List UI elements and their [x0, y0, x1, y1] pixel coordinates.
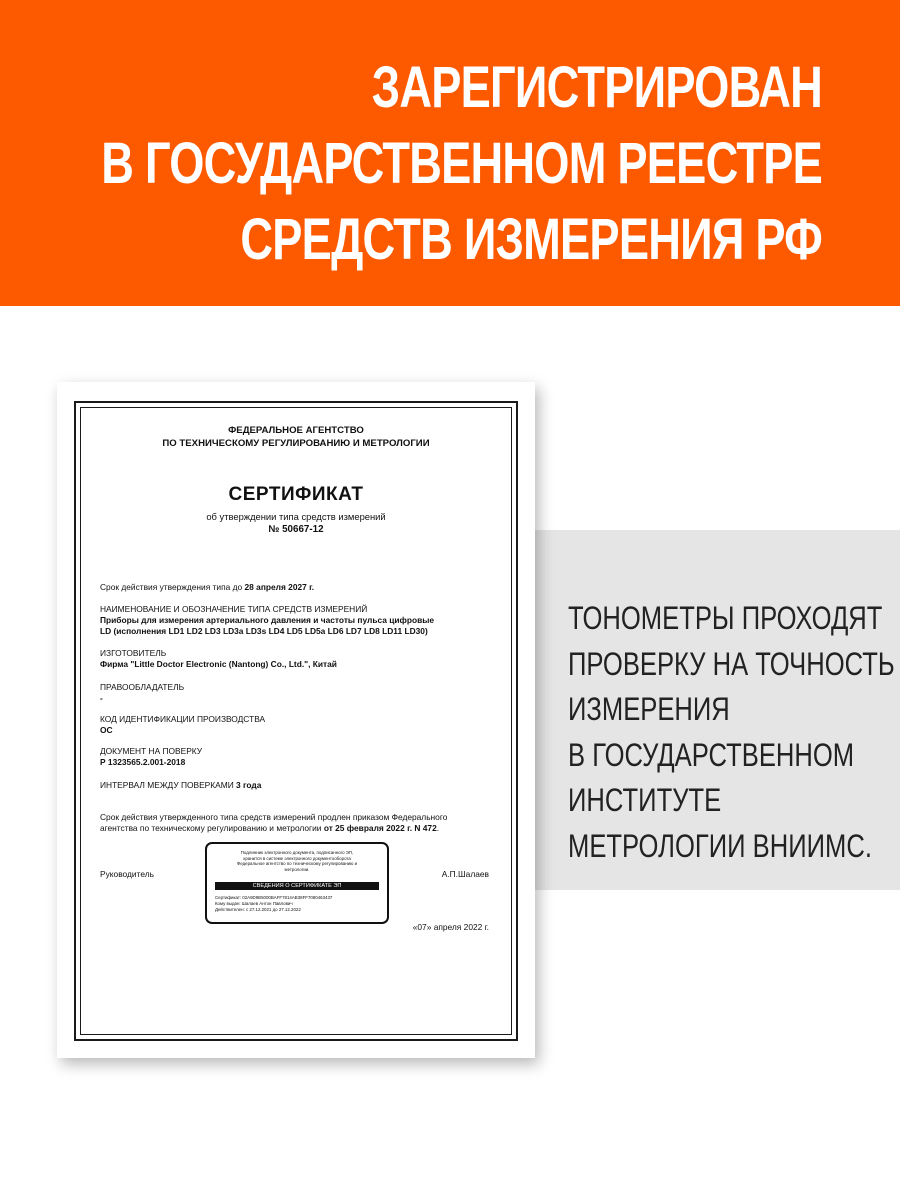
- interval-line: [100, 780, 261, 791]
- banner-line: СРЕДСТВ ИЗМЕРЕНИЯ РФ: [240, 207, 822, 272]
- signer-name: А.П.Шалаев: [441, 869, 489, 879]
- panel-line: ИЗМЕРЕНИЯ: [568, 691, 730, 727]
- agency-line: ПО ТЕХНИЧЕСКОМУ РЕГУЛИРОВАНИЮ И МЕТРОЛОГИИ: [162, 438, 430, 449]
- code-section: [100, 714, 265, 736]
- validity-label: Срок действия утверждения типа до: [100, 582, 243, 592]
- stamp-info: [215, 895, 332, 913]
- certificate-sheet: [57, 382, 535, 1058]
- maker-value: Фирма "Little Doctor Electronic (Nantong) Co., Ltd.", Китай: [100, 659, 337, 669]
- stamp-note-line: хранится в системе электронного документооборота: [243, 855, 351, 861]
- info-panel: [535, 530, 900, 890]
- code-heading: КОД ИДЕНТИФИКАЦИИ ПРОИЗВОДСТВА: [100, 714, 266, 724]
- maker-heading: ИЗГОТОВИТЕЛЬ: [100, 648, 167, 658]
- holder-heading: ПРАВООБЛАДАТЕЛЬ: [100, 682, 185, 692]
- type-name-value: Приборы для измерения артериального давления и частоты пульса цифровые: [100, 615, 435, 625]
- panel-line: ИНСТИТУТЕ: [568, 782, 722, 818]
- agency-name: [57, 424, 535, 450]
- verification-doc-value: Р 1323565.2.001-2018: [100, 757, 186, 767]
- extension-line: [100, 823, 447, 834]
- panel-line: ПРОВЕРКУ НА ТОЧНОСТЬ: [568, 645, 895, 682]
- holder-value: -: [100, 693, 103, 703]
- extension-end: .: [436, 823, 440, 833]
- certificate-title: СЕРТИФИКАТ: [228, 484, 364, 505]
- panel-line: ТОНОМЕТРЫ ПРОХОДЯТ: [568, 600, 883, 636]
- stamp-note-line: Федеральное агентство по техническому регулированию и: [236, 861, 358, 867]
- type-name-heading: НАИМЕНОВАНИЕ И ОБОЗНАЧЕНИЕ ТИПА СРЕДСТВ ИЗМЕРЕНИЙ: [100, 604, 368, 614]
- certificate-number: № 50667-12: [268, 524, 324, 535]
- certificate-content: [57, 382, 535, 1058]
- e-signature-stamp: [205, 842, 389, 924]
- banner-line: ЗАРЕГИСТРИРОВАН: [371, 55, 822, 120]
- banner-line: В ГОСУДАРСТВЕННОМ РЕЕСТРЕ: [101, 131, 822, 196]
- stamp-note-line: Подлинник электронного документа, подписанного ЭП,: [240, 850, 354, 855]
- validity-date: 28 апреля 2027 г.: [244, 582, 315, 592]
- stamp-cert-id: Сертификат: 02A9D9B5000BAFF7814AB38FF7080463437: [215, 895, 333, 900]
- stamp-note-line: метрологии.: [284, 866, 310, 872]
- info-panel-text: [568, 596, 900, 869]
- panel-line: В ГОСУДАРСТВЕННОМ: [568, 736, 855, 773]
- stamp-issued-to: Кому выдан: Шалаев Антон Павлович: [215, 901, 293, 906]
- extension-date: от 25 февраля 2022 г. N 472: [323, 823, 437, 833]
- type-name-section: [100, 604, 434, 637]
- stamp-header-bar: СВЕДЕНИЯ О СЕРТИФИКАТЕ ЭП: [215, 882, 379, 890]
- issue-date: «07» апреля 2022 г.: [412, 922, 489, 932]
- verification-doc-heading: ДОКУМЕНТ НА ПОВЕРКУ: [100, 746, 203, 756]
- code-value: ОС: [100, 725, 113, 735]
- extension-line-text: агентства по техническому регулированию и метрологии: [100, 823, 322, 833]
- certificate-subtitle: об утверждении типа средств измерений: [206, 511, 386, 522]
- stamp-note: [211, 850, 383, 872]
- validity-line: [100, 582, 314, 593]
- interval-label: ИНТЕРВАЛ МЕЖДУ ПОВЕРКАМИ: [100, 780, 234, 790]
- panel-line: МЕТРОЛОГИИ ВНИИМС.: [568, 827, 872, 864]
- agency-line: ФЕДЕРАЛЬНОЕ АГЕНТСТВО: [228, 425, 364, 436]
- banner-headline: [0, 50, 822, 278]
- stamp-validity: Действителен: с 27.12.2021 до 27.12.2022: [215, 907, 301, 912]
- type-name-value: LD (исполнения LD1 LD2 LD3 LD3a LD3s LD4 LD5 LD5a LD6 LD7 LD8 LD11 LD30): [100, 626, 428, 636]
- holder-section: [100, 682, 184, 704]
- maker-section: [100, 648, 337, 670]
- extension-section: [100, 812, 447, 834]
- verification-doc-section: [100, 746, 202, 768]
- interval-value: 3 года: [236, 780, 262, 790]
- signer-label: Руководитель: [100, 869, 154, 879]
- header-banner: [0, 0, 900, 306]
- extension-line: Срок действия утвержденного типа средств измерений продлен приказом Федерального: [100, 812, 448, 822]
